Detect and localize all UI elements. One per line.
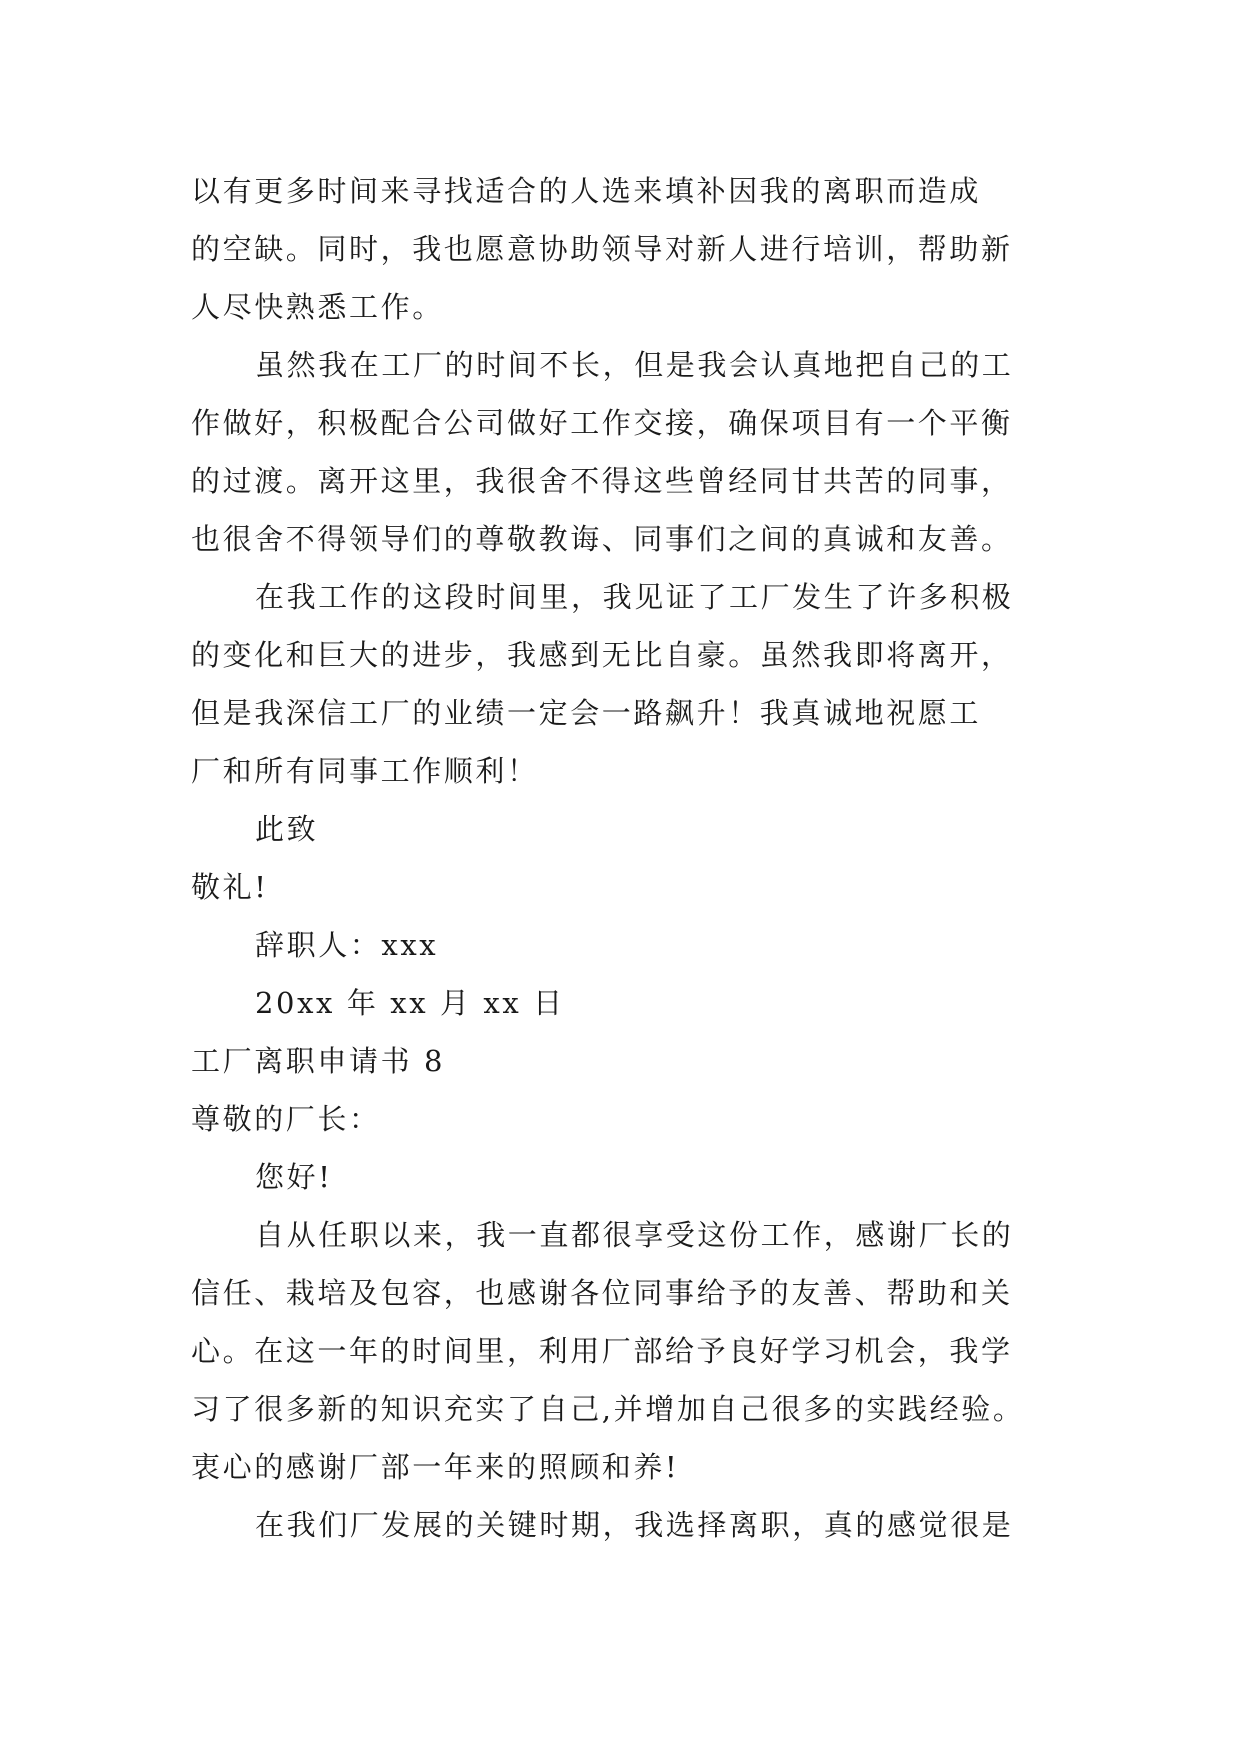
body-line: 信任、栽培及包容，也感谢各位同事给予的友善、帮助和关 (191, 1276, 1013, 1310)
body-line: 的空缺。同时，我也愿意协助领导对新人进行培训，帮助新 (191, 232, 1013, 266)
paragraph-start-line: 在我们厂发展的关键时期，我选择离职，真的感觉很是 (255, 1508, 1014, 1542)
section-heading: 工厂离职申请书 8 (191, 1044, 446, 1078)
body-line: 的变化和巨大的进步，我感到无比自豪。虽然我即将离开， (191, 638, 1013, 672)
body-line: 的过渡。离开这里，我很舍不得这些曾经同甘共苦的同事， (191, 464, 1013, 498)
body-line: 但是我深信工厂的业绩一定会一路飙升！我真诚地祝愿工 (191, 696, 982, 730)
body-line: 也很舍不得领导们的尊敬教诲、同事们之间的真诚和友善。 (191, 522, 1013, 556)
salutation-line: 敬礼! (191, 870, 269, 904)
greeting-line: 您好! (255, 1160, 333, 1194)
document-body (191, 162, 1051, 1554)
body-line: 心。在这一年的时间里，利用厂部给予良好学习机会，我学 (191, 1334, 1013, 1368)
addressee-line: 尊敬的厂长： (191, 1102, 381, 1136)
body-line: 习了很多新的知识充实了自己,并增加自己很多的实践经验。 (191, 1392, 1025, 1426)
date-line: 20xx 年 xx 月 xx 日 (255, 986, 565, 1020)
signature-line: 辞职人：xxx (255, 928, 439, 962)
body-line: 人尽快熟悉工作。 (191, 290, 444, 324)
paragraph-start-line: 自从任职以来，我一直都很享受这份工作，感谢厂长的 (255, 1218, 1014, 1252)
paragraph-start-line: 虽然我在工厂的时间不长，但是我会认真地把自己的工 (255, 348, 1014, 382)
body-line: 作做好，积极配合公司做好工作交接，确保项目有一个平衡 (191, 406, 1013, 440)
body-line: 厂和所有同事工作顺利！ (191, 754, 539, 788)
paragraph-start-line: 在我工作的这段时间里，我见证了工厂发生了许多积极 (255, 580, 1014, 614)
body-line: 以有更多时间来寻找适合的人选来填补因我的离职而造成 (191, 174, 982, 208)
closing-line: 此致 (255, 812, 319, 846)
body-line: 衷心的感谢厂部一年来的照顾和养! (191, 1450, 680, 1484)
